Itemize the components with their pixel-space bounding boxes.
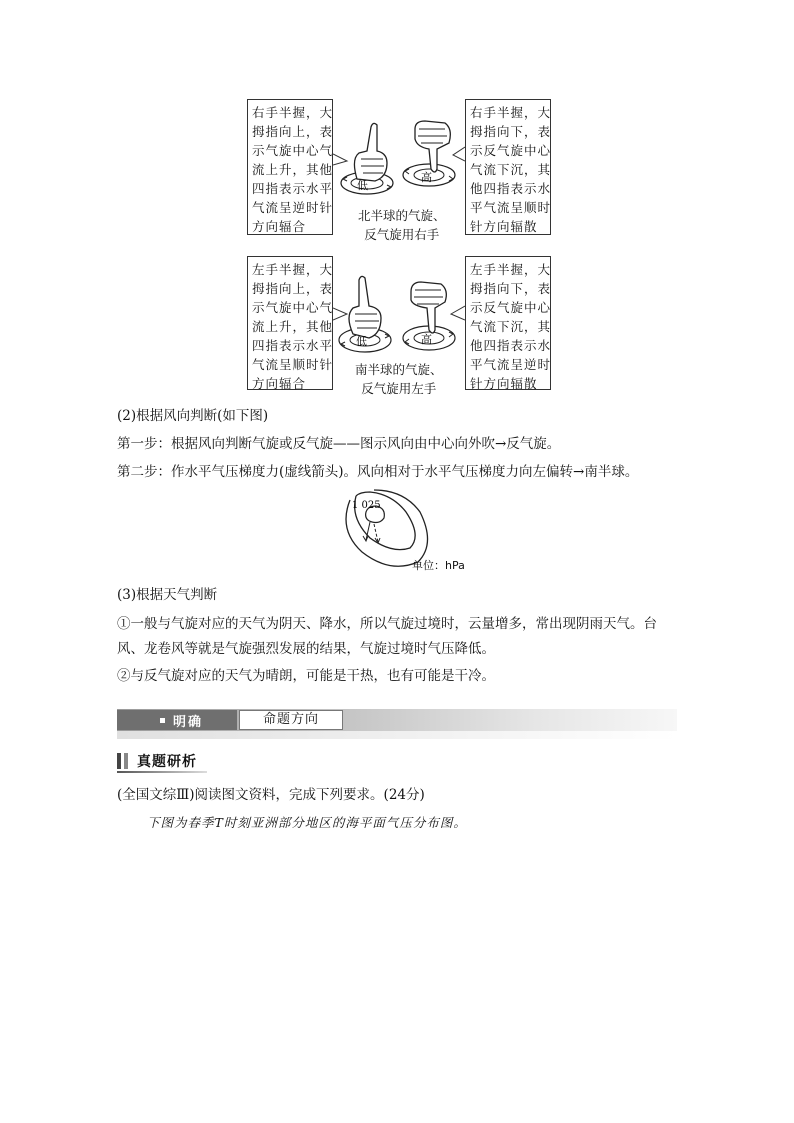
section2-step1: 第一步：根据风向判断气旋或反气旋——图示风向由中心向外吹→反气旋。 xyxy=(117,436,561,452)
section3-p1-line1: ①一般与气旋对应的天气为阴天、降水，所以气旋过境时，云量增多，常出现阴雨天气。台 xyxy=(117,616,657,632)
box-line: 他四指表示水 xyxy=(470,338,552,353)
caption-line: 反气旋用左手 xyxy=(361,381,437,396)
north-left-box xyxy=(247,99,333,235)
question-note: 下图为春季T时刻亚洲部分地区的海平面气压分布图。 xyxy=(147,815,467,830)
box-line: 方向辐合 xyxy=(252,376,307,391)
section3-p2: ②与反气旋对应的天气为晴朗，可能是干热，也有可能是干冷。 xyxy=(117,668,495,684)
box-line: 拇指向上，表 xyxy=(252,281,334,296)
box-line: 气流下沉，其 xyxy=(470,319,552,334)
banner-square-icon xyxy=(160,718,165,723)
box-line: 拇指向下，表 xyxy=(470,281,552,296)
question-intro: (全国文综Ⅲ)阅读图文资料，完成下列要求。(24分) xyxy=(117,787,425,803)
section2-heading: (2)根据风向判断(如下图) xyxy=(117,408,269,424)
box-line: 气流下沉，其 xyxy=(470,162,552,177)
box-line: 方向辐合 xyxy=(252,219,307,234)
box-line: 平气流呈逆时 xyxy=(470,357,552,372)
high-label: 高 xyxy=(421,171,432,184)
south-right-box xyxy=(465,256,551,390)
south-hands-illustration xyxy=(333,256,465,366)
section3-heading: (3)根据天气判断 xyxy=(117,587,218,603)
banner-shadow xyxy=(117,731,677,739)
box-line: 右手半握，大 xyxy=(252,105,334,120)
box-line: 他四指表示水 xyxy=(470,181,552,196)
box-line: 流上升，其他 xyxy=(252,319,334,334)
banner-tab-label: 命题方向 xyxy=(239,710,343,730)
subsection-underline xyxy=(117,771,207,773)
box-line: 拇指向下，表 xyxy=(470,124,552,139)
box-line: 四指表示水平 xyxy=(252,338,334,353)
isobar-label: 1 025 xyxy=(352,500,381,511)
box-line: 示气旋中心气 xyxy=(252,143,334,158)
box-line: 左手半握，大 xyxy=(252,262,334,277)
low-label: 低 xyxy=(356,335,367,348)
box-line: 针方向辐散 xyxy=(470,376,538,391)
box-line: 示气旋中心气 xyxy=(252,300,334,315)
box-line: 示反气旋中心 xyxy=(470,143,552,158)
caption-line: 南半球的气旋、 xyxy=(355,362,443,377)
box-line: 右手半握，大 xyxy=(470,105,552,120)
caption-line: 反气旋用右手 xyxy=(364,227,440,242)
box-line: 气流呈顺时针 xyxy=(252,357,334,372)
subsection-bar-icon xyxy=(124,753,128,769)
box-line: 针方向辐散 xyxy=(470,219,538,234)
box-line: 示反气旋中心 xyxy=(470,300,552,315)
south-caption xyxy=(355,360,443,398)
box-line: 流上升，其他 xyxy=(252,162,334,177)
box-line: 气流呈逆时针 xyxy=(252,200,334,215)
caption-line: 北半球的气旋、 xyxy=(358,208,446,223)
box-line: 左手半握，大 xyxy=(470,262,552,277)
high-label: 高 xyxy=(421,333,432,346)
section-banner xyxy=(117,709,677,731)
north-hands-illustration xyxy=(333,99,465,209)
subsection-title: 真题研析 xyxy=(137,754,197,770)
north-right-box xyxy=(465,99,551,235)
section3-p1-line2: 风、龙卷风等就是气旋强烈发展的结果，气旋过境时气压降低。 xyxy=(117,641,495,657)
north-caption xyxy=(358,206,446,244)
banner-left-label: 明确 xyxy=(173,715,204,730)
section2-step2: 第二步：作水平气压梯度力(虚线箭头)。风向相对于水平气压梯度力向左偏转→南半球。 xyxy=(117,464,639,480)
south-left-box xyxy=(247,256,333,390)
subsection-bar-icon xyxy=(117,753,121,769)
box-line: 拇指向上，表 xyxy=(252,124,334,139)
unit-label: 单位：hPa xyxy=(412,559,465,572)
low-label: 低 xyxy=(357,179,368,192)
box-line: 平气流呈顺时 xyxy=(470,200,552,215)
box-line: 四指表示水平 xyxy=(252,181,334,196)
